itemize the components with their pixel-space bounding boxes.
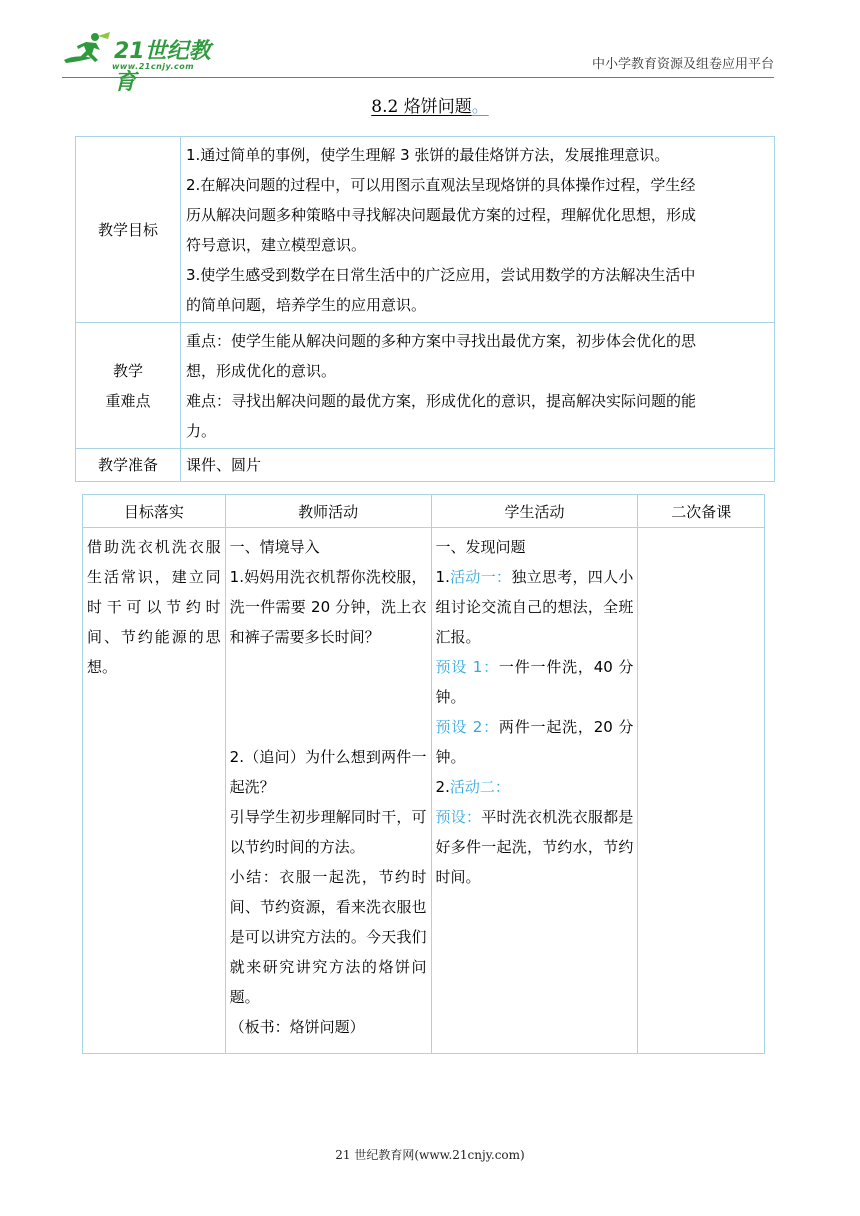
row-content <box>181 323 775 449</box>
preset-label: 预设 1： <box>435 658 499 676</box>
row-content <box>181 137 775 323</box>
guide-text: 引导学生初步理解同时干，可以节约时间的方法。 <box>229 808 427 856</box>
preset-1 <box>436 652 634 712</box>
preset-label: 预设 2： <box>435 718 499 736</box>
row-content <box>181 449 775 482</box>
summary-text: 小结：衣服一起洗，节约时间、节约资源，看来洗衣服也是可以讲究方法的。今天我们就来研究讲究方法的烙饼问题。 <box>229 868 427 1006</box>
header-divider <box>62 77 774 78</box>
logo <box>62 28 232 95</box>
activity-label: 活动一： <box>449 568 512 586</box>
section-heading: 一、情境导入 <box>229 538 320 556</box>
page-header <box>0 0 860 95</box>
goal-cell: 借助洗衣机洗衣服生活常识，建立同时干可以节约时间、节约能源的思想。 <box>83 528 226 1054</box>
preset-2 <box>436 712 634 772</box>
runner-logo-icon <box>62 30 112 70</box>
table-row <box>76 323 775 449</box>
spacer <box>230 652 427 742</box>
page-footer: 21 世纪教育网(www.21cnjy.com) <box>335 1148 525 1162</box>
activity-number: 1. <box>435 568 450 586</box>
preset-text: 两件一起洗，20 分钟。 <box>435 718 634 766</box>
column-header: 学生活动 <box>431 495 638 528</box>
second-prep-cell <box>638 528 765 1054</box>
text-line: 难点：寻找出解决问题的最优方案，形成优化的意识，提高解决实际问题的能 <box>186 392 697 410</box>
preset-text: 平时洗衣机洗衣服都是好多件一起洗，节约水，节约时间。 <box>435 808 634 886</box>
text-line: 1.通过简单的事例，使学生理解 3 张饼的最佳烙饼方法，发展推理意识。 <box>186 146 670 164</box>
platform-tagline: 中小学教育资源及组卷应用平台 <box>591 57 774 72</box>
activity-2 <box>436 772 634 802</box>
label-line: 重难点 <box>105 391 151 410</box>
preset-text: 一件一件洗，40 分钟。 <box>435 658 634 706</box>
text-line: 3.使学生感受到数学在日常生活中的广泛应用，尝试用数学的方法解决生活中 <box>186 266 696 284</box>
question-2: 2.（追问）为什么想到两件一起洗？ <box>229 748 427 796</box>
board-note: （板书：烙饼问题） <box>229 1018 365 1036</box>
preset-label: 预设： <box>435 808 482 826</box>
row-label: 教学目标 <box>76 137 181 323</box>
page-title <box>0 92 860 117</box>
text-line: 想，形成优化的意识。 <box>186 362 337 380</box>
text-line: 的简单问题，培养学生的应用意识。 <box>186 296 427 314</box>
student-activity-cell <box>431 528 638 1054</box>
text-line: 课件、圆片 <box>186 456 262 474</box>
section-heading: 一、发现问题 <box>435 538 526 556</box>
overview-table <box>75 136 775 482</box>
column-header: 目标落实 <box>83 495 226 528</box>
label-line: 教学 <box>112 361 143 380</box>
brand-name: 21世纪教育 <box>114 39 211 95</box>
activity-number: 2. <box>435 778 450 796</box>
table-row <box>76 137 775 323</box>
title-text: 8.2 烙饼问题 <box>371 97 472 117</box>
text-line: 历从解决问题多种策略中寻找解决问题最优方案的过程，理解优化思想，形成 <box>186 206 697 224</box>
table-header-row <box>83 495 765 528</box>
column-header: 教师活动 <box>225 495 431 528</box>
question-1: 1.妈妈用洗衣机帮你洗校服，洗一件需要 20 分钟，洗上衣和裤子需要多长时间？ <box>229 568 427 646</box>
text-line: 符号意识，建立模型意识。 <box>186 236 367 254</box>
table-row <box>76 449 775 482</box>
activity-1 <box>436 562 634 652</box>
table-row <box>83 528 765 1054</box>
column-header: 二次备课 <box>638 495 765 528</box>
title-suffix: 。 <box>471 97 489 117</box>
text-line: 2.在解决问题的过程中，可以用图示直观法呈现烙饼的具体操作过程，学生经 <box>186 176 696 194</box>
activity-table <box>82 494 765 1054</box>
activity-label: 活动二： <box>449 778 510 796</box>
brand-url: www.21cnjy.com <box>112 62 195 71</box>
text-line: 力。 <box>186 422 217 440</box>
row-label: 教学准备 <box>76 449 181 482</box>
teacher-activity-cell <box>225 528 431 1054</box>
activity-text: 独立思考，四人小组讨论交流自己的想法，全班汇报。 <box>435 568 634 646</box>
preset-3 <box>436 802 634 892</box>
row-label <box>76 323 181 449</box>
text-line: 重点：使学生能从解决问题的多种方案中寻找出最优方案，初步体会优化的思 <box>186 332 697 350</box>
